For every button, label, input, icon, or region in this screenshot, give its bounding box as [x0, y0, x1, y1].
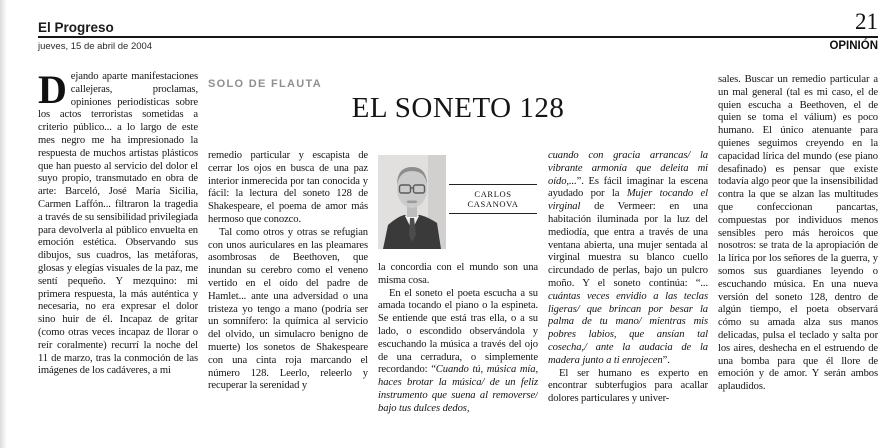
column-kicker: SOLO DE FLAUTA — [208, 78, 322, 90]
author-photo — [378, 155, 446, 249]
sonnet-quote: cuando con gracia arrancas/ la vibrante armonía que deleita mi oído,... — [548, 150, 708, 187]
paragraph — [548, 150, 708, 368]
body-text: ejando aparte manifestaciones callejeras, proclamas, opiniones periodísticas sobre los actos terroristas sometidas a criterio público... a lo largo de este mes negro me ha impresionado la respuesta de muchos artistas plásticos que han puesto al servicio del dolor el suyo propio, transmutado en obra de arte: Barceló, José María Sicilia, Carmen Laffón... filtraron la tragedia a través de su sensibilidad privilegiada para devolverla al público envuelta en emoción estética. Observando sus dibujos, sus cuadros, las metáforas, glosas y elegías visuales de la paz, me sentí pequeño. Y mezquino: mi primera respuesta, la más auténtica y necesaria, no era expresar el dolor sino huir de él. Incapaz de gritar (como otras veces incapaz de llorar o reír coralmente) recurrí la noche del 11 de marzo, tras la conmoción de las imágenes de los cadáveres, a mi — [38, 71, 198, 377]
header-rule — [38, 36, 878, 38]
text-column-3 — [378, 262, 538, 445]
paragraph: El ser humano es experto en encontrar subterfugios para acallar dolores particulares y univer- — [548, 367, 708, 405]
paragraph — [38, 71, 198, 378]
text-column-4 — [548, 150, 708, 445]
paragraph: Tal como otros y otras se refugian con unos auriculares en las pleamares asombrosas de Beethoven, que inundan su cerebro como el veneno vertido en el oído del padre de Hamlet... ante una adversidad o una tristeza yo tengo a mano (podría ser un somnífero: la química al servicio del olvido, un simulacro benigno de muerte) los sonetos de Shakespeare con una cinta roja marcando el número 128. Leerlo, releerlo y recuperar la serenidad y — [208, 226, 368, 392]
drop-cap: D — [38, 71, 67, 112]
paragraph: la concordia con el mundo son una misma cosa. — [378, 262, 538, 286]
section-label: OPINIÓN — [829, 40, 878, 52]
painting-title: Mujer tocando el virginal — [548, 188, 708, 213]
author-photo-illustration — [378, 155, 446, 249]
body-text: ”. — [662, 354, 670, 366]
text-column-5 — [718, 74, 878, 445]
paragraph — [378, 288, 538, 416]
body-text: ”. Es fácil imaginar la escena ayudado por la — [548, 175, 708, 200]
text-column-2 — [208, 150, 368, 445]
paragraph: remedio particular y escapista de cerrar los ojos en busca de una paz interior inmerecida por tan conocida y fácil: la lectura del soneto 128 de Shakespeare, el poema de amor más hermoso que conozco. — [208, 150, 368, 225]
date-label: jueves, 15 de abril de 2004 — [38, 41, 153, 52]
author-name: CARLOS CASANOVA — [467, 189, 519, 209]
text-column-1 — [38, 71, 198, 443]
article-title: EL SONETO 128 — [351, 92, 565, 124]
paragraph: sales. Buscar un remedio particular a un mal general (tal es mi caso, el de quien escucha a Beethoven, el de quien se toma el válium) es poco humano. El único atenuante para quienes seguimos creyendo en la capacidad lírica del mundo (ese piano desafinado) es pensar que existe todavía algo peor que la insensibilidad contra la que se alzan las multitudes que confeccionan pancartas, compuestas por individuos menos sensibles pero más heroicos que nosotros: se trata de la apropiación de la lírica por los señores de la guerra, y somos sus guardianes leyendo o escuchando música. En una nueva versión del soneto 128, dentro de algún tiempo, el poeta observará cómo su amada alza sus manos delicadas, pulsa el teclado y salta por los aires, deshecha en el estruendo de una bomba para que él llore de emoción y de amor. Y serán ambos aplaudidos. — [718, 74, 878, 393]
author-byline — [449, 184, 537, 214]
masthead: El Progreso — [38, 20, 114, 35]
scan-edge-shadow — [0, 0, 7, 448]
page-number: 21 — [855, 9, 878, 34]
sonnet-quote: cuántas veces envidio a las teclas ligeras/ que brincan por besar la palma de tu mano/ mientras mis pobres labios, que ansían tal cosecha,/ ante la audacia de la madera junto a ti enrojecen — [548, 290, 708, 366]
body-text: de Vermeer: en una habitación iluminada por la luz del mediodía, que entra a través de una ventana abierta, una mujer sentada al virginal muestra su blanco cuello circundado de perlas, bajo un pulcro moño. Y el soneto continúa: “... — [548, 201, 708, 289]
sonnet-quote: Cuando tú, música mía, haces brotar la música/ de un feliz instrumento que suena al removerse/ bajo tus dulces dedos, — [378, 364, 538, 414]
body-text: En el soneto el poeta escucha a su amada tocando el piano o la espineta. Se entiende que está tras ella, o a su lado, o escondido observándola y escuchando la música a través del ojo de una cerradura, o simplemente recordando: “ — [378, 287, 538, 376]
